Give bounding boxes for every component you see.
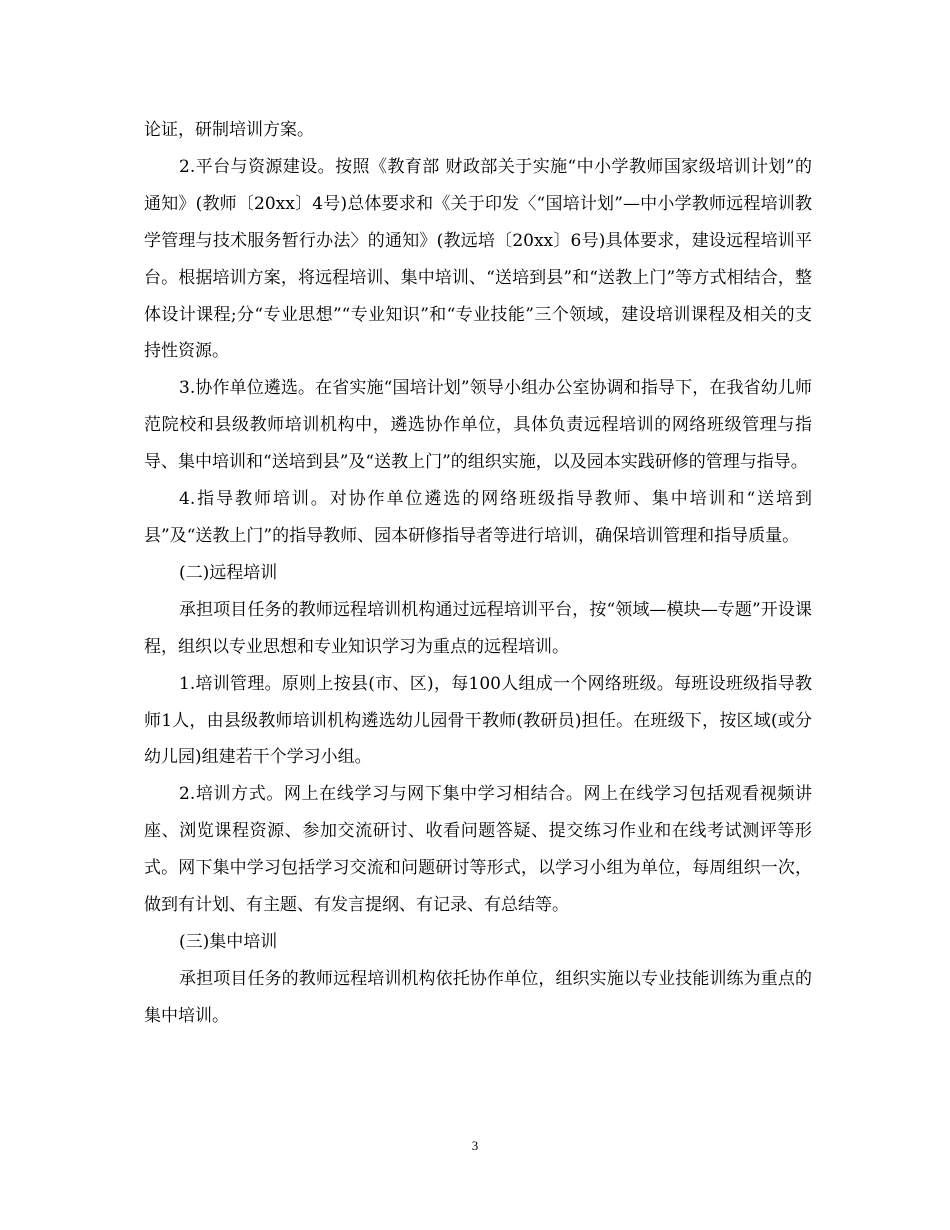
paragraph-continuation: 论证，研制培训方案。: [144, 120, 314, 140]
section-heading-remote-training: (二)远程培训: [179, 562, 278, 583]
page-number: 3: [471, 1138, 479, 1153]
paragraph-platform-resources: 2.平台与资源建设。按照《教育部 财政部关于实施“中小学教师国家级培训计划”的通知》(教师〔20xx〕4号)总体要求和《关于印发〈“国培计划”—中小学教师远程培训教学管理与技术服务暂行办法〉的通知》(教远培〔20xx〕6号)具体要求，建设远程培训平台。根据培训方案，将远程培训、集中培训、“送培到县”和“送教上门”等方式相结合，整体设计课程;分“专业思想”“专业知识”和“专业技能”三个领域，建设培训课程及相关的支持性资源。: [144, 156, 812, 362]
paragraph-partner-selection: 3.协作单位遴选。在省实施“国培计划”领导小组办公室协调和指导下，在我省幼儿师范院校和县级教师培训机构中，遴选协作单位，具体负责远程培训的网络班级管理与指导、集中培训和“送培到县”及“送教上门”的组织实施，以及园本实践研修的管理与指导。: [144, 378, 812, 473]
document-body: [144, 112, 812, 1035]
section-heading-centralized-training: (三)集中培训: [179, 931, 278, 952]
paragraph-training-management: 1.培训管理。原则上按县(市、区)，每100人组成一个网络班级。每班设班级指导教师1人，由县级教师培训机构遴选幼儿园骨干教师(教研员)担任。在班级下，按区域(或分幼儿园)组建若干个学习小组。: [144, 673, 812, 768]
paragraph-remote-training-intro: 承担项目任务的教师远程培训机构通过远程培训平台，按“领域—模块—专题”开设课程，组织以专业思想和专业知识学习为重点的远程培训。: [144, 599, 812, 657]
paragraph-training-methods: 2.培训方式。网上在线学习与网下集中学习相结合。网上在线学习包括观看视频讲座、浏览课程资源、参加交流研讨、收看问题答疑、提交练习作业和在线考试测评等形式。网下集中学习包括学习交流和问题研讨等形式，以学习小组为单位，每周组织一次，做到有计划、有主题、有发言提纲、有记录、有总结等。: [144, 784, 812, 916]
paragraph-instructor-training: 4.指导教师培训。对协作单位遴选的网络班级指导教师、集中培训和“送培到县”及“送教上门”的指导教师、园本研修指导者等进行培训，确保培训管理和指导质量。: [144, 489, 812, 546]
paragraph-centralized-training-intro: 承担项目任务的教师远程培训机构依托协作单位，组织实施以专业技能训练为重点的集中培训。: [144, 968, 812, 1026]
